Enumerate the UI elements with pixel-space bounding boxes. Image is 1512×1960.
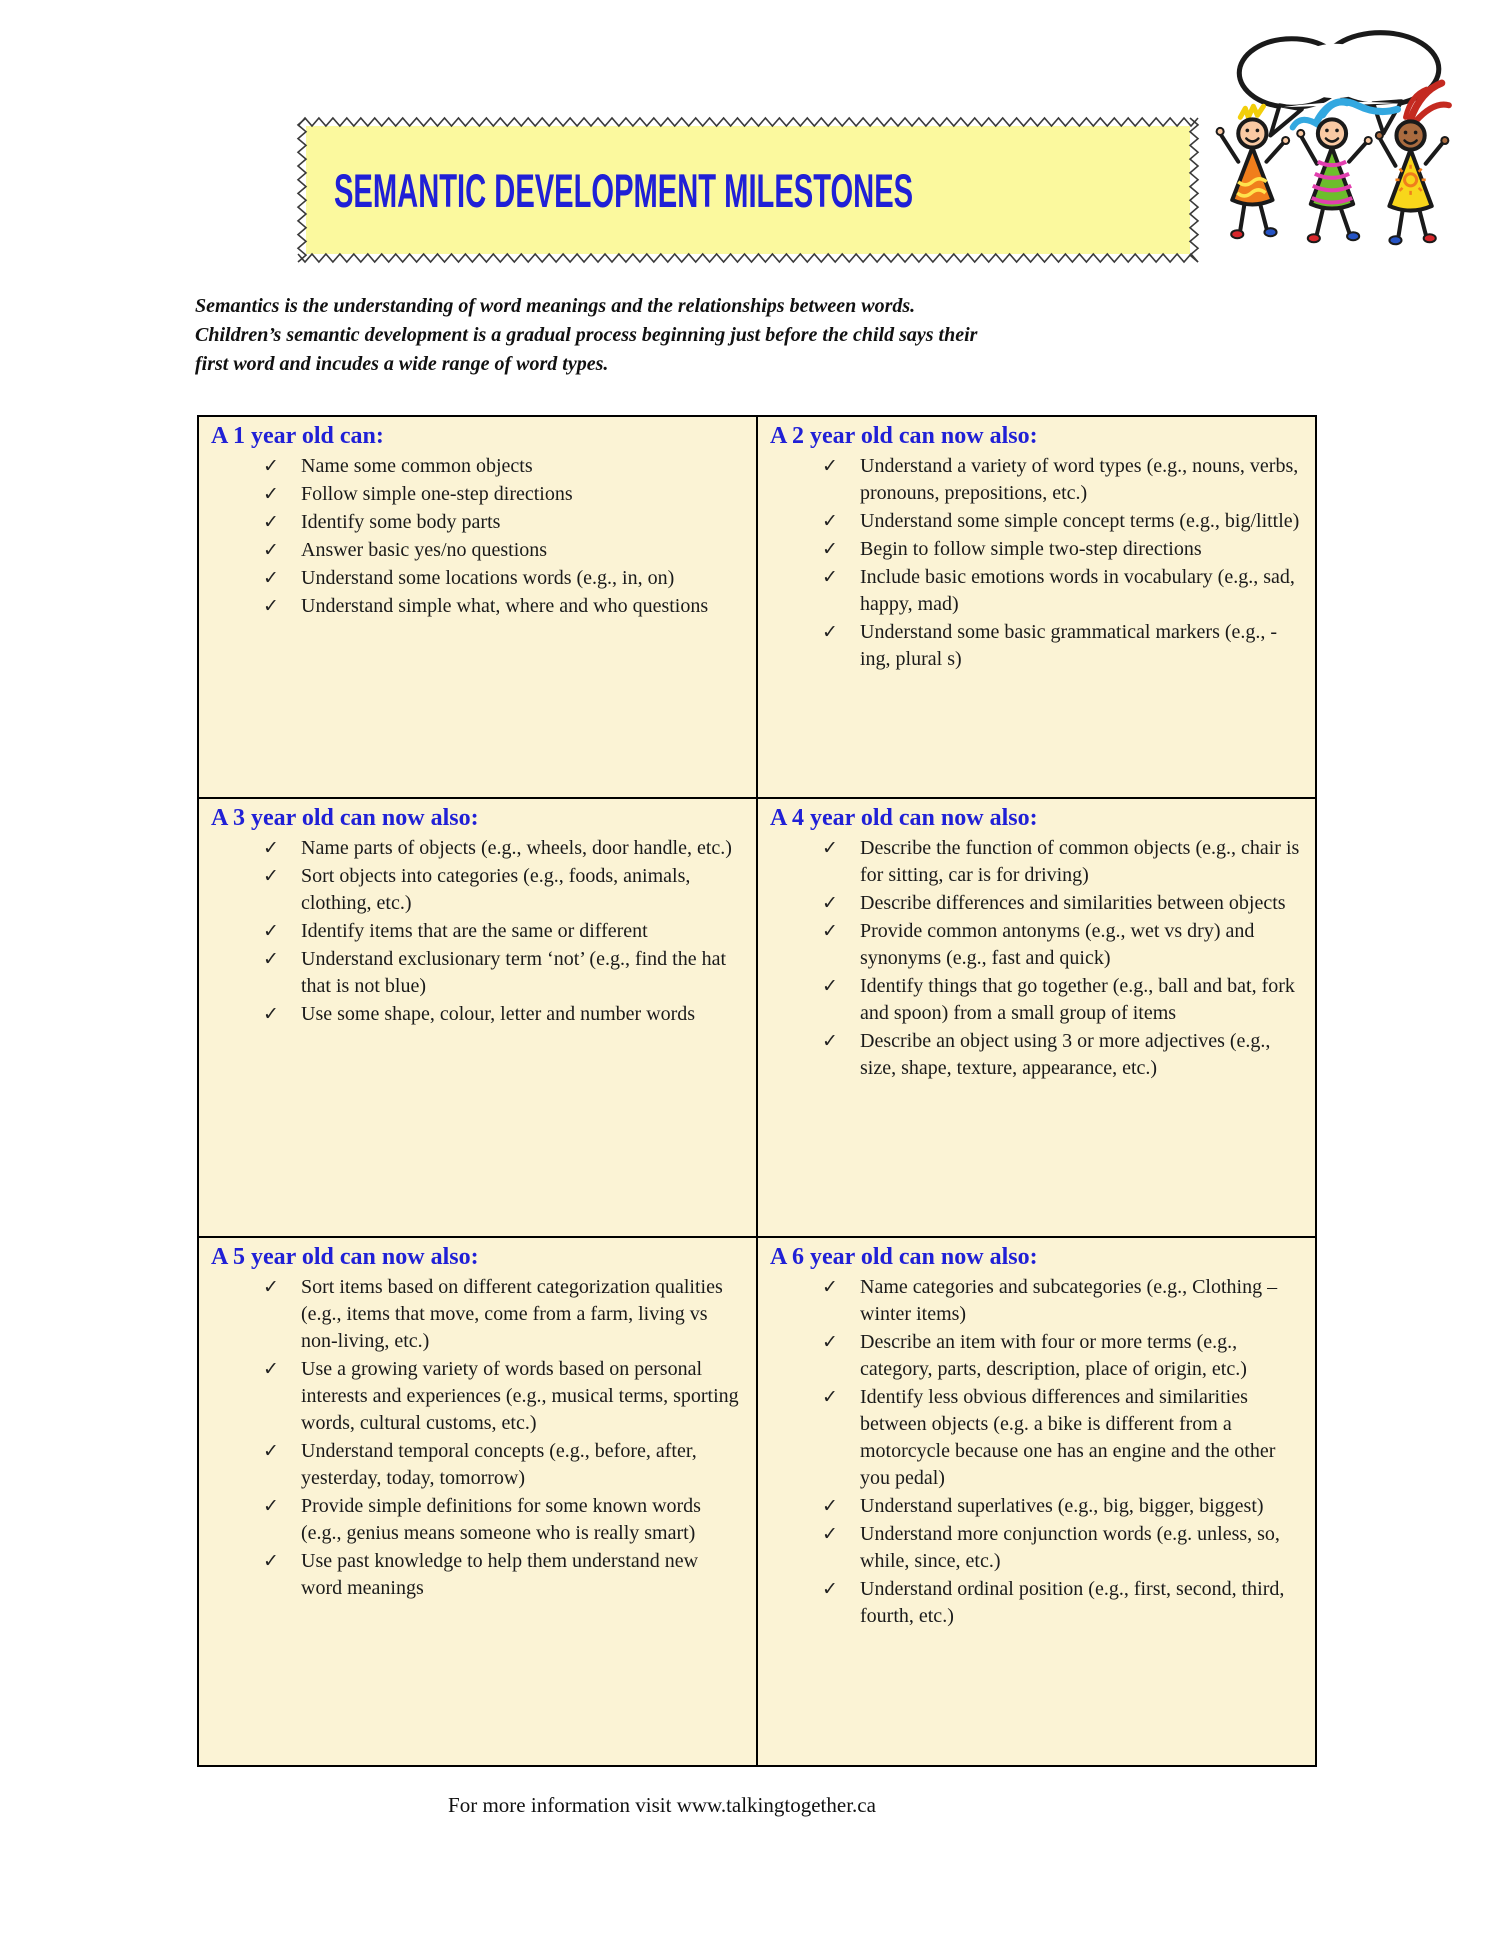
list-item	[770, 564, 1303, 618]
check-icon: ✓	[263, 866, 279, 887]
milestone-text: Follow simple one-step directions	[301, 483, 573, 505]
list-item	[211, 1356, 744, 1437]
check-icon: ✓	[822, 456, 838, 477]
cell-age-5	[198, 1237, 757, 1766]
milestone-text: Understand some basic grammatical markers (e.g., -ing, plural s)	[860, 621, 1278, 670]
list-item	[211, 481, 744, 508]
age-1-heading: A 1 year old can:	[211, 423, 384, 449]
milestone-text: Describe an object using 3 or more adjectives (e.g., size, shape, texture, appearance, etc.)	[860, 1030, 1271, 1079]
milestone-text: Name categories and subcategories (e.g., Clothing – winter items)	[860, 1276, 1278, 1325]
milestone-text: Provide common antonyms (e.g., wet vs dry) and synonyms (e.g., fast and quick)	[860, 920, 1255, 969]
check-icon: ✓	[822, 1387, 838, 1408]
list-item	[211, 863, 744, 917]
check-icon: ✓	[263, 1277, 279, 1298]
page-title: SEMANTIC DEVELOPMENT MILESTONES	[334, 163, 914, 217]
list-item	[211, 1438, 744, 1492]
milestone-text: Begin to follow simple two-step directions	[860, 538, 1202, 560]
milestone-text: Understand temporal concepts (e.g., before, after, yesterday, today, tomorrow)	[301, 1440, 697, 1489]
milestone-text: Understand ordinal position (e.g., first, second, third, fourth, etc.)	[860, 1578, 1285, 1627]
list-item	[211, 918, 744, 945]
list-item	[211, 453, 744, 480]
milestone-text: Use past knowledge to help them understand new word meanings	[301, 1550, 699, 1599]
list-item	[770, 890, 1303, 917]
check-icon: ✓	[263, 484, 279, 505]
list-item	[211, 1493, 744, 1547]
milestone-text: Identify some body parts	[301, 511, 501, 533]
list-item	[770, 453, 1303, 507]
check-icon: ✓	[822, 893, 838, 914]
check-icon: ✓	[263, 1004, 279, 1025]
age-5-heading: A 5 year old can now also:	[211, 1244, 479, 1270]
cell-age-3	[198, 798, 757, 1237]
check-icon: ✓	[263, 568, 279, 589]
milestone-text: Understand exclusionary term ‘not’ (e.g., find the hat that is not blue)	[301, 948, 727, 997]
list-item	[211, 946, 744, 1000]
intro-line: first word and incudes a wide range of word types.	[195, 353, 609, 375]
milestone-text: Name parts of objects (e.g., wheels, door handle, etc.)	[301, 837, 732, 859]
milestone-text: Sort objects into categories (e.g., foods, animals, clothing, etc.)	[301, 865, 691, 914]
footer-text: For more information visit www.talkingtogether.ca	[448, 1793, 876, 1817]
title-banner	[294, 114, 1202, 266]
children-illustration	[1204, 20, 1466, 258]
list-item	[211, 1274, 744, 1355]
check-icon: ✓	[263, 1551, 279, 1572]
milestone-text: Understand some locations words (e.g., in, on)	[301, 567, 675, 589]
check-icon: ✓	[822, 1031, 838, 1052]
list-item	[211, 835, 744, 862]
check-icon: ✓	[263, 1441, 279, 1462]
milestone-text: Identify things that go together (e.g., ball and bat, fork and spoon) from a small group of items	[860, 975, 1295, 1024]
check-icon: ✓	[822, 976, 838, 997]
cell-age-6	[757, 1237, 1316, 1766]
check-icon: ✓	[263, 949, 279, 970]
banner-title-box	[306, 126, 1190, 254]
cell-age-1	[198, 416, 757, 798]
cell-age-4	[757, 798, 1316, 1237]
list-item	[211, 565, 744, 592]
list-item	[211, 537, 744, 564]
list-item	[770, 835, 1303, 889]
age-2-heading: A 2 year old can now also:	[770, 423, 1038, 449]
milestone-text: Describe an item with four or more terms (e.g., category, parts, description, place of origin, etc.)	[860, 1331, 1247, 1380]
milestone-text: Understand some simple concept terms (e.g., big/little)	[860, 510, 1300, 532]
milestone-text: Describe the function of common objects (e.g., chair is for sitting, car is for driving)	[860, 837, 1300, 886]
milestone-list	[211, 835, 744, 1028]
milestone-list	[770, 1274, 1303, 1630]
table-row	[198, 798, 1316, 1237]
check-icon: ✓	[822, 511, 838, 532]
milestone-text: Provide simple definitions for some known words (e.g., genius means someone who is really smart)	[301, 1495, 701, 1544]
check-icon: ✓	[822, 921, 838, 942]
list-item	[211, 593, 744, 620]
check-icon: ✓	[822, 622, 838, 643]
check-icon: ✓	[263, 838, 279, 859]
milestone-text: Understand superlatives (e.g., big, bigger, biggest)	[860, 1495, 1264, 1517]
check-icon: ✓	[263, 1496, 279, 1517]
list-item	[770, 1274, 1303, 1328]
list-item	[770, 1384, 1303, 1492]
list-item	[770, 1329, 1303, 1383]
milestone-text: Understand a variety of word types (e.g., nouns, verbs, pronouns, prepositions, etc.)	[860, 455, 1299, 504]
table-row	[198, 416, 1316, 798]
list-item	[211, 1548, 744, 1602]
intro-line: Semantics is the understanding of word meanings and the relationships between words.	[195, 295, 916, 317]
milestone-text: Name some common objects	[301, 455, 533, 477]
check-icon: ✓	[263, 512, 279, 533]
milestone-list	[770, 835, 1303, 1082]
age-3-heading: A 3 year old can now also:	[211, 805, 479, 831]
table-row	[198, 1237, 1316, 1766]
list-item	[211, 1001, 744, 1028]
milestone-list	[211, 1274, 744, 1602]
milestone-text: Answer basic yes/no questions	[301, 539, 548, 561]
milestone-text: Understand simple what, where and who questions	[301, 595, 709, 617]
check-icon: ✓	[263, 1359, 279, 1380]
age-4-heading: A 4 year old can now also:	[770, 805, 1038, 831]
check-icon: ✓	[263, 921, 279, 942]
milestone-text: Sort items based on different categorization qualities (e.g., items that move, come from a farm, living vs non-living, etc.)	[301, 1276, 723, 1352]
check-icon: ✓	[263, 540, 279, 561]
list-item	[770, 973, 1303, 1027]
cell-age-2	[757, 416, 1316, 798]
milestone-list	[770, 453, 1303, 673]
milestone-text: Describe differences and similarities between objects	[860, 892, 1286, 914]
age-6-heading: A 6 year old can now also:	[770, 1244, 1038, 1270]
list-item	[770, 619, 1303, 673]
milestones-table	[197, 415, 1317, 1767]
milestone-text: Understand more conjunction words (e.g. unless, so, while, since, etc.)	[860, 1523, 1280, 1572]
check-icon: ✓	[263, 596, 279, 617]
milestone-text: Identify items that are the same or different	[301, 920, 648, 942]
list-item	[770, 508, 1303, 535]
list-item	[770, 1521, 1303, 1575]
milestone-list	[211, 453, 744, 620]
milestone-text: Use a growing variety of words based on personal interests and experiences (e.g., musical terms, sporting words, cultural customs, etc.)	[301, 1358, 739, 1434]
check-icon: ✓	[822, 1277, 838, 1298]
list-item	[211, 509, 744, 536]
list-item	[770, 1028, 1303, 1082]
check-icon: ✓	[822, 838, 838, 859]
milestone-text: Include basic emotions words in vocabulary (e.g., sad, happy, mad)	[860, 566, 1295, 615]
check-icon: ✓	[822, 539, 838, 560]
list-item	[770, 536, 1303, 563]
check-icon: ✓	[263, 456, 279, 477]
milestone-text: Use some shape, colour, letter and number words	[301, 1003, 696, 1025]
check-icon: ✓	[822, 1579, 838, 1600]
list-item	[770, 1493, 1303, 1520]
list-item	[770, 918, 1303, 972]
check-icon: ✓	[822, 567, 838, 588]
list-item	[770, 1576, 1303, 1630]
intro-line: Children’s semantic development is a gradual process beginning just before the child says their	[195, 324, 978, 346]
check-icon: ✓	[822, 1332, 838, 1353]
check-icon: ✓	[822, 1524, 838, 1545]
check-icon: ✓	[822, 1496, 838, 1517]
intro-paragraph	[195, 292, 1325, 379]
milestone-text: Identify less obvious differences and similarities between objects (e.g. a bike is different from a motorcycle because one has an engine and the other you pedal)	[860, 1386, 1276, 1489]
